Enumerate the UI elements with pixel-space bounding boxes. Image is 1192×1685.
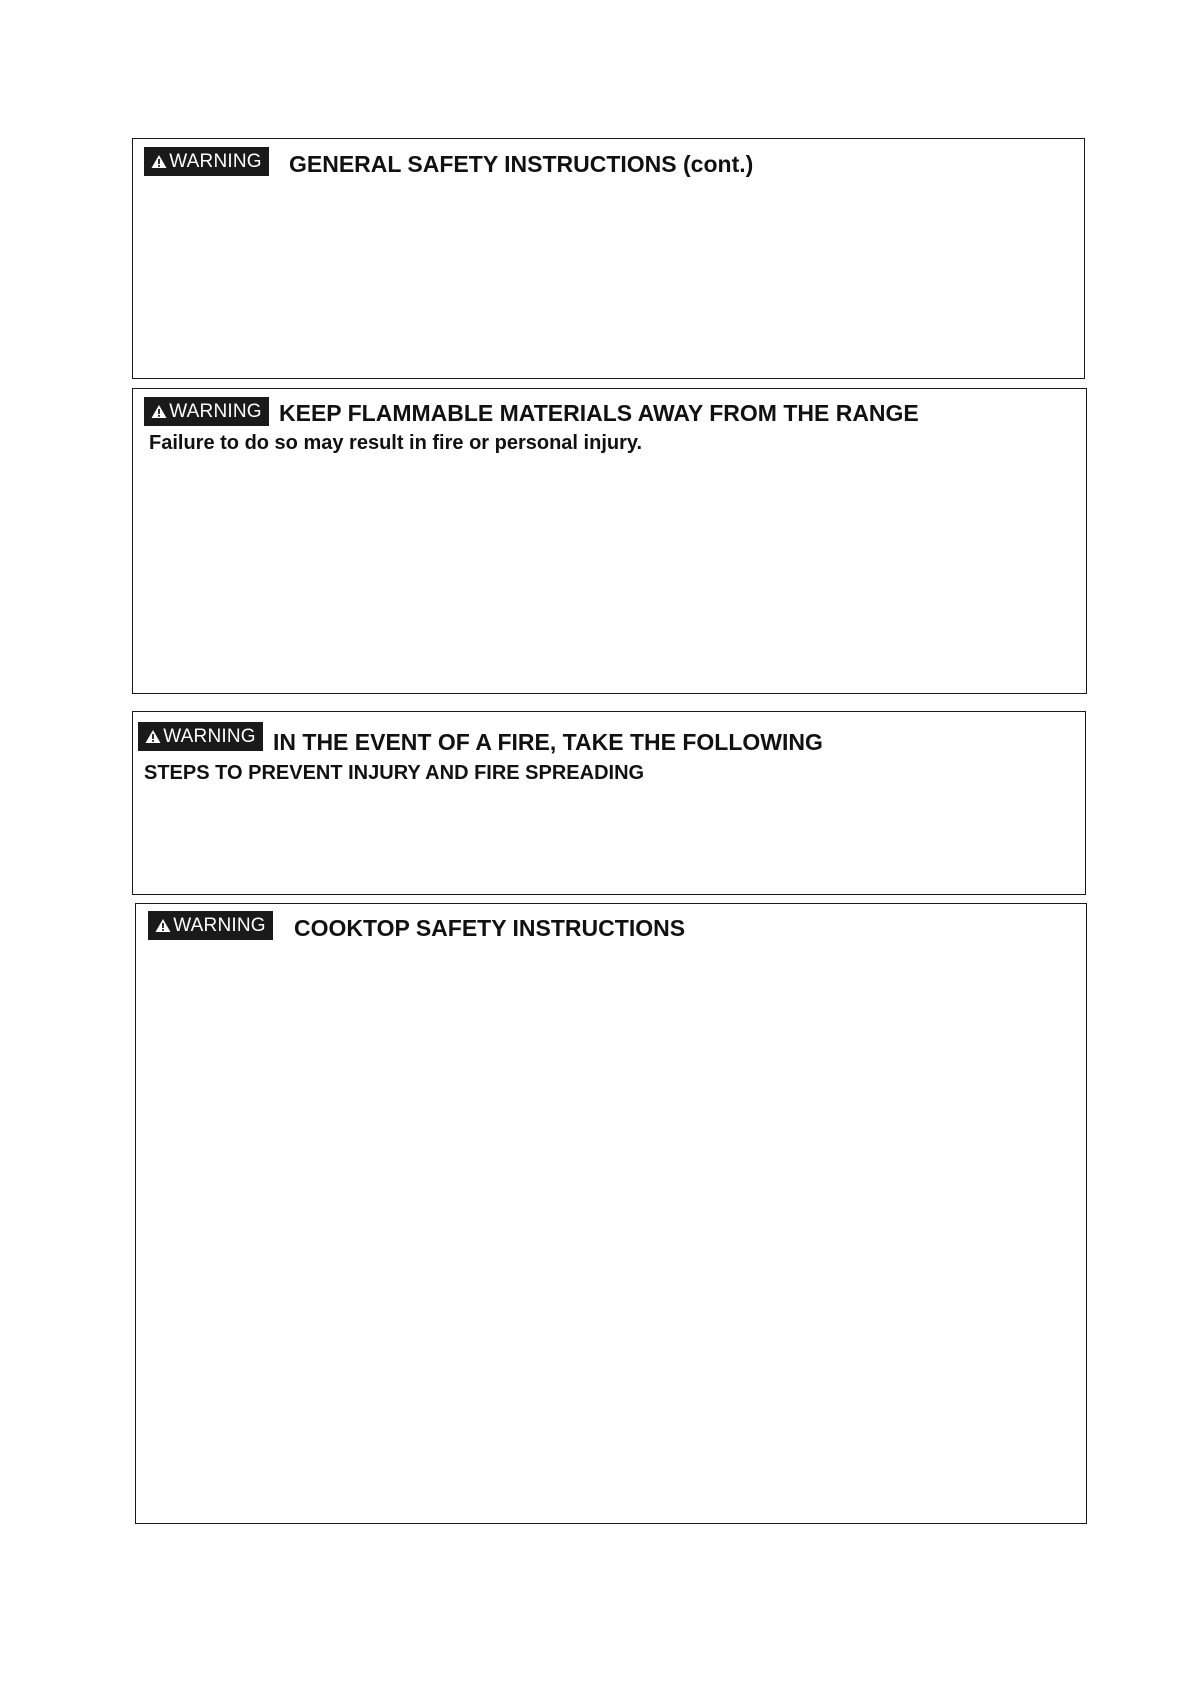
warning-badge	[144, 147, 269, 176]
warning-badge	[138, 722, 263, 751]
section-heading: COOKTOP SAFETY INSTRUCTIONS	[294, 915, 686, 941]
section-subtext: Failure to do so may result in fire or personal injury.	[149, 432, 643, 454]
warning-triangle-icon	[155, 918, 171, 933]
flammable-materials-panel	[132, 388, 1087, 694]
cooktop-safety-panel	[135, 903, 1087, 1524]
warning-triangle-icon	[145, 729, 161, 744]
warning-badge-label: WARNING	[163, 725, 256, 747]
warning-badge	[144, 397, 269, 426]
section-subtext: STEPS TO PREVENT INJURY AND FIRE SPREADING	[144, 762, 645, 784]
warning-badge-label: WARNING	[169, 150, 262, 172]
section-heading: KEEP FLAMMABLE MATERIALS AWAY FROM THE RANGE	[279, 400, 919, 426]
warning-badge-label: WARNING	[169, 400, 262, 422]
general-safety-panel	[132, 138, 1085, 379]
warning-triangle-icon	[151, 404, 167, 419]
section-heading: GENERAL SAFETY INSTRUCTIONS (cont.)	[289, 151, 754, 177]
section-heading: IN THE EVENT OF A FIRE, TAKE THE FOLLOWING	[273, 729, 823, 755]
warning-badge	[148, 911, 273, 940]
warning-badge-label: WARNING	[173, 914, 266, 936]
fire-event-panel	[132, 711, 1086, 895]
warning-triangle-icon	[151, 154, 167, 169]
